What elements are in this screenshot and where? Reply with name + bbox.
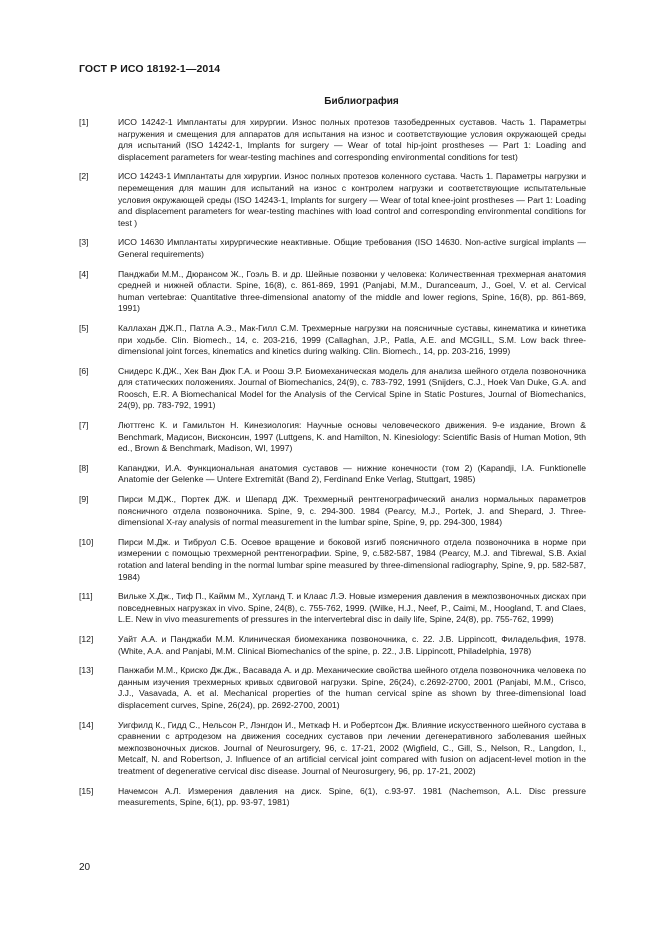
reference-text: Капанджи, И.А. Функциональная анатомия суставов — нижние конечности (том 2) (Kapandji, I.A. Funktionelle Anatomie der Gelenke — Untere Extremität (Band 2), Ferdinand Enke Verlag, Stuttgart, 1985) <box>118 462 586 485</box>
reference-text: Вильке Х.Дж., Тиф П., Каймм М., Хугланд Т. и Клаас Л.Э. Новые измерения давления в межпозвоночных дисках при повседневных нагрузках in vivo. Spine, 24(8), с. 755-762, 1999. (Wilke, H.J., Neef, P., Caimi, M., Hoogland, T. and Claes, L.E. New in vivo measurements of pressures in the intervertebral disc in daily life, Spine, 24(8), pp. 755-762, 1999) <box>118 591 586 625</box>
reference-number: [2] <box>79 171 89 182</box>
reference-text: Уайт А.А. и Панджаби М.М. Клиническая биомеханика позвоночника, с. 22. J.B. Lippincott, Филадельфия, 1978. (White, A.A. and Panjabi, M.M. Clinical Biomechanics of the spine, p. 22., J.B. Lippincott, Philadelphia, 1978) <box>118 633 586 656</box>
reference-item <box>79 634 586 657</box>
reference-item <box>79 323 586 358</box>
reference-text: Панджаби М.М., Дюрансом Ж., Гоэль В. и др. Шейные позвонки у человека: Количественная трехмерная анатомия средней и нижней области. Spine, 16(8), с. 861-869, 1991 (Panjabi, M.M., Duranceaum, J., Goel, V. et al. Cervical human vertebrae: Quantitative three-dimensional anatomy of the middle and lower regions, Spine, 16(8), pp. 861-869, 1991) <box>118 268 586 314</box>
reference-item <box>79 537 586 583</box>
reference-number: [12] <box>79 633 94 644</box>
reference-number: [3] <box>79 237 89 248</box>
reference-text: Уигфилд К., Гидд С., Нельсон Р., Лэнгдон И., Меткаф Н. и Робертсон Дж. Влияние искусственного шейного сустава в сравнении с артродезом на движения соседних суставов при лечении дегенеративного заболевания шейных межпозвоночных дисков. Journal of Neurosurgery, 96, с. 17-21, 2002 (Wigfield, C., Gill, S., Nelson, R., Langdon, I., Metcalf, N. and Robertson, J. Influence of an artificial cervical joint compared with fusion on adjacent-level motion in the treatment of degenerative cervical disc disease. Journal of Neurosurgery, 96, pp. 17-21, 2002) <box>118 719 586 776</box>
reference-number: [6] <box>79 365 89 376</box>
reference-number: [4] <box>79 268 89 279</box>
reference-item <box>79 786 586 809</box>
reference-text: ИСО 14630 Имплантаты хирургические неактивные. Общие требования (ISO 14630. Non-active surgical implants — General requirements) <box>118 237 586 259</box>
reference-text: ИСО 14242-1 Имплантаты для хирургии. Износ полных протезов тазобедренных суставов. Часть 1. Параметры нагружения и смещения для аппаратов для испытания на износ и соответствующие условия окружающей среды для испытаний (ISO 14242-1, Implants for surgery — Wear of total hip-joint prostheses — Part 1: Loading and displacement parameters for wear-testing machines and corresponding environmental conditions for test) <box>118 117 586 162</box>
document-code-header: ГОСТ Р ИСО 18192-1—2014 <box>79 63 221 75</box>
reference-item <box>79 665 586 711</box>
reference-number: [10] <box>79 536 94 547</box>
reference-text: Снидерс К.ДЖ., Хек Ван Дюк Г.А. и Роош Э.Р. Биомеханическая модель для анализа шейного отдела позвоночника для статических положениях. Journal of Biomechanics, 24(9), с. 783-792, 1991 (Snijders, C.J., Hoek Van Duke, G.A. and Roosch, E.R. A Biomechanical Model for the Analysis of the Cervical Spine in Static Postures, Journal of Biomechanics, 24(9), pp. 783-792, 1991) <box>118 365 586 411</box>
reference-text: Люттгенс К. и Гамильтон Н. Кинезиология: Научные основы человеческого движения. 9-е издание, Brown & Benchmark, Мадисон, Висконсин, 1997 (Luttgens, K. and Hamilton, N. Kinesiology: Scientific Basis of Human Motion, 9th ed., Brown & Benchmark, Madison, WI, 1997) <box>118 420 586 454</box>
reference-number: [13] <box>79 665 94 676</box>
reference-item <box>79 366 586 412</box>
reference-item <box>79 720 586 778</box>
reference-item <box>79 237 586 260</box>
reference-item <box>79 591 586 626</box>
reference-item <box>79 420 586 455</box>
reference-number: [7] <box>79 420 89 431</box>
reference-number: [14] <box>79 719 94 730</box>
reference-item <box>79 117 586 163</box>
bibliography-title: Библиография <box>324 96 399 107</box>
reference-number: [9] <box>79 494 89 505</box>
reference-list <box>79 117 586 817</box>
reference-item <box>79 171 586 229</box>
reference-text: Пирси М.ДЖ., Портек ДЖ. и Шепард ДЖ. Трехмерный рентгенографический анализ нормальных параметров поясничного отдела позвоночника. Spine, 9, с. 294-300. 1984 (Pearcy, M.J., Portek, J. and Shepard, J. Three-dimensional X-ray analysis of normal measurement in the lumbar spine, Spine, 9, pp. 294-300, 1984) <box>118 494 586 528</box>
reference-number: [1] <box>79 117 89 127</box>
reference-text: Начемсон А.Л. Измерения давления на диск. Spine, 6(1), с.93-97. 1981 (Nachemson, A.L. Disc pressure measurements, Spine, 6(1), pp. 93-97, 1981) <box>118 785 586 808</box>
reference-text: Пирси М.Дж. и Тибруол С.Б. Осевое вращение и боковой изгиб поясничного отдела позвоночника в норме при измерении с помощью трехмерной рентгенографии. Spine, 9, с.582-587, 1984 (Pearcy, M.J. and Tibrewal, S.B. Axial rotation and lateral bending in the normal lumbar spine measured by three-dimensional radiography, Spine, 9, pp. 582-587, 1984) <box>118 536 586 582</box>
reference-number: [11] <box>79 591 93 602</box>
reference-number: [5] <box>79 322 89 333</box>
reference-text: Панжаби М.М., Криско Дж.Дж., Васавада А. и др. Механические свойства шейного отдела позвоночника человека по данным изучения трехмерных кривых сдвиговой нагрузки. Spine, 26(24), с.2692-2700, 2001 (Panjabi, M.M., Crisco, J.J., Vasavada, A. et al. Mechanical properties of the human cervical spine as shown by three-dimensional load displacement curves, Spine, 26(24), pp. 2692-2700, 2001) <box>118 665 586 710</box>
page-number: 20 <box>79 862 91 873</box>
reference-number: [8] <box>79 462 89 473</box>
reference-item <box>79 269 586 315</box>
reference-text: Каллахан ДЖ.П., Патла А.Э., Мак-Гилл С.М. Трехмерные нагрузки на поясничные суставы, кинематика и кинетика при ходьбе. Clin. Biomech., 14, с. 203-216, 1999 (Callaghan, J.P., Patla, A.E. and MCGILL, S.M. Low back three-dimensional joint forces, kinematics and kinetics during walking. Clin. Biomech., 14, pp. 203-216, 1999) <box>118 322 586 357</box>
reference-item <box>79 463 586 486</box>
reference-item <box>79 494 586 529</box>
reference-text: ИСО 14243-1 Имплантаты для хирургии. Износ полных протезов коленного сустава. Часть 1. Параметры нагрузки и перемещения для машин для испытаний на износ с контролем нагрузки и соответствующие испытательные условия окружающей среды (ISO 14243-1, Implants for surgery — Wear of total knee-joint prostheses — Part 1: Loading and displacement parameters for wear-testing machines with load control and corresponding environmental conditions for test ) <box>118 171 586 228</box>
reference-number: [15] <box>79 785 94 796</box>
